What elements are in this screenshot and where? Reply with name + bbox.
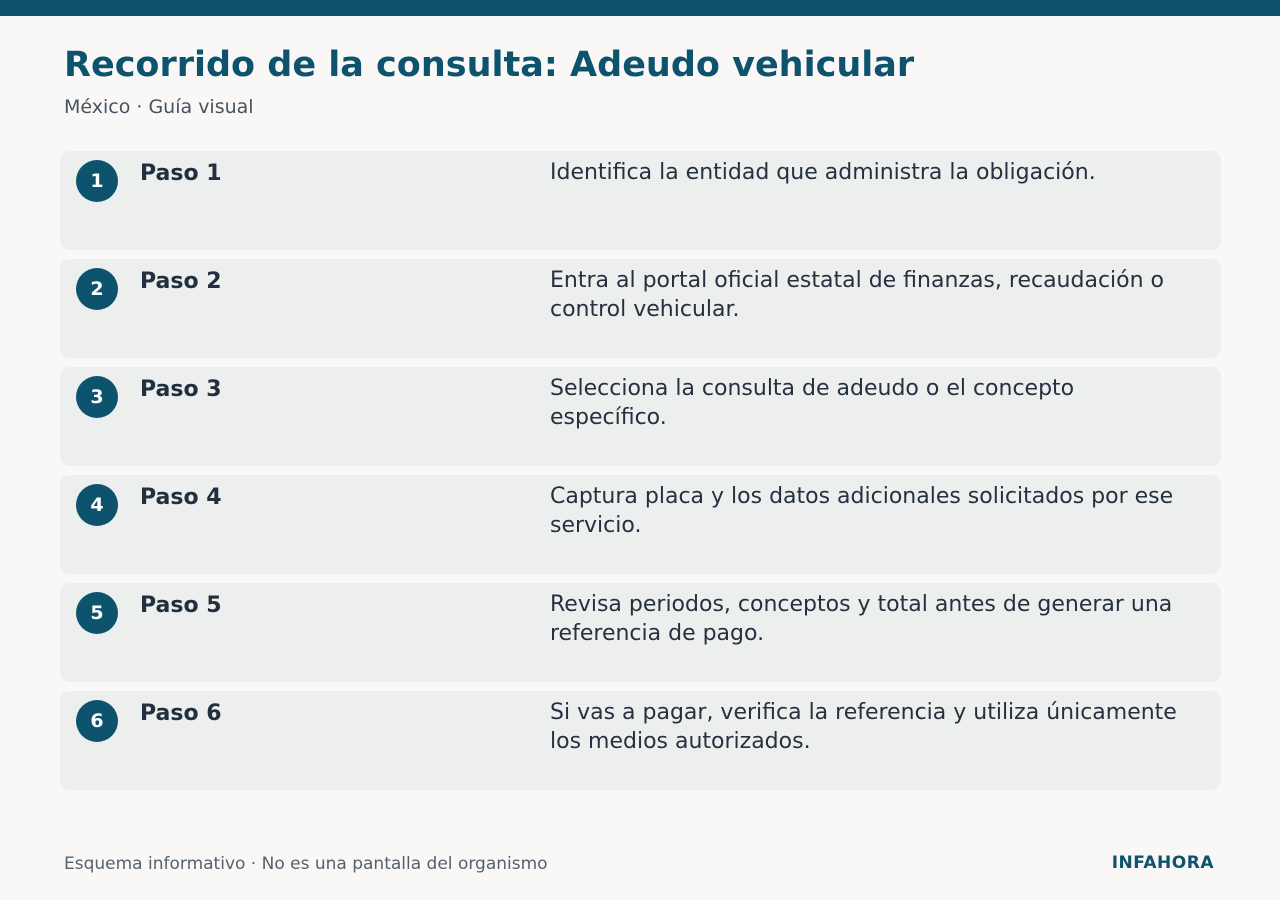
step-description: Captura placa y los datos adicionales solicitados por ese servicio. [550,484,1174,538]
step-card-5 [60,583,1221,682]
step-card-4 [60,475,1221,574]
footer-disclaimer: Esquema informativo · No es una pantalla del organismo [64,854,548,874]
steps-list [60,151,1221,799]
step-number-badge: 5 [76,592,118,634]
step-number-badge: 1 [76,160,118,202]
step-card-1 [60,151,1221,250]
step-title: Paso 3 [140,377,222,402]
step-description: Entra al portal oficial estatal de finanzas, recaudación o control vehicular. [550,268,1165,322]
step-title: Paso 6 [140,701,222,726]
step-number-badge: 3 [76,376,118,418]
step-card-2 [60,259,1221,358]
step-card-3 [60,367,1221,466]
page-title: Recorrido de la consulta: Adeudo vehicular [64,45,915,85]
top-accent-bar [0,0,1280,16]
step-title: Paso 4 [140,485,222,510]
page-subtitle: México · Guía visual [64,96,254,118]
step-description: Identifica la entidad que administra la obligación. [550,160,1096,185]
step-number-badge: 6 [76,700,118,742]
step-number-badge: 4 [76,484,118,526]
step-title: Paso 5 [140,593,222,618]
step-number-badge: 2 [76,268,118,310]
step-description: Si vas a pagar, verifica la referencia y utiliza únicamente los medios autorizados. [550,700,1177,754]
step-description: Revisa periodos, conceptos y total antes de generar una referencia de pago. [550,592,1173,646]
brand-logo-text: INFAHORA [1111,853,1214,873]
step-title: Paso 2 [140,269,222,294]
step-title: Paso 1 [140,161,222,186]
step-card-6 [60,691,1221,790]
step-description: Selecciona la consulta de adeudo o el concepto específico. [550,376,1075,430]
